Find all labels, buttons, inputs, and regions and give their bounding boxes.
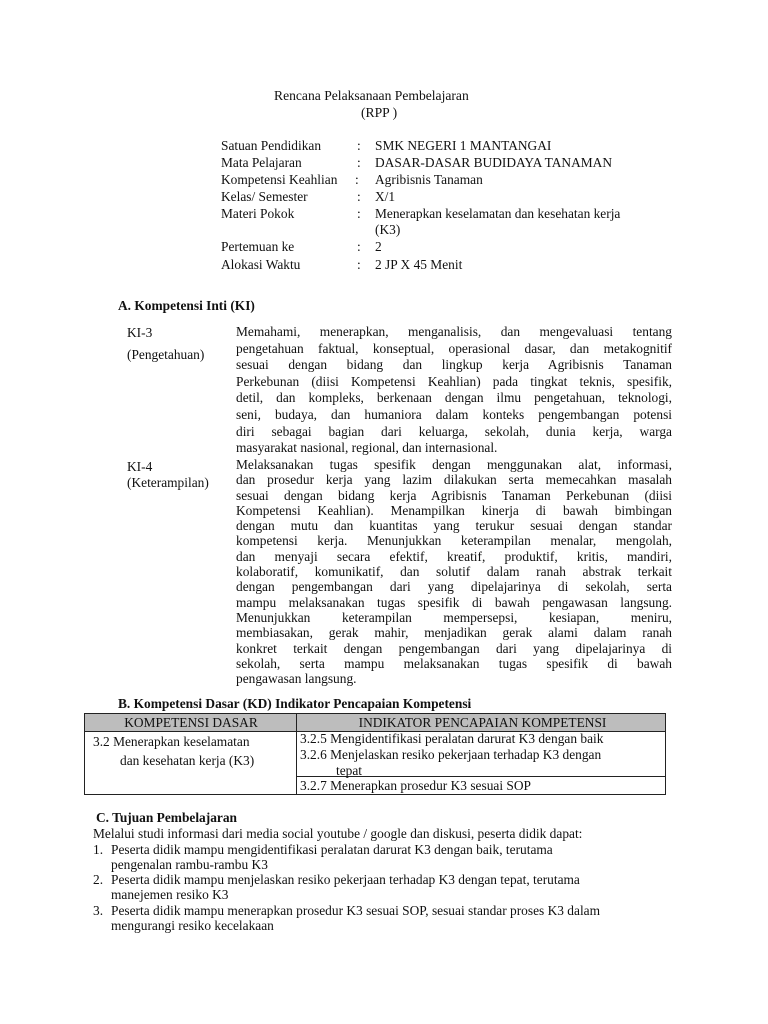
identity-colon: :: [357, 189, 361, 204]
indicator-code: 3.2.6: [300, 747, 327, 762]
identity-label: Pertemuan ke: [221, 239, 295, 254]
ki4-name: (Keterampilan): [127, 475, 209, 490]
objective-line: Peserta didik mampu menjelaskan resiko pekerjaan terhadap K3 dengan tepat, terutama: [111, 872, 580, 887]
identity-label: Materi Pokok: [221, 206, 295, 221]
identity-colon: :: [355, 172, 359, 187]
document-title: Rencana Pelaksanaan Pembelajaran: [274, 88, 469, 103]
identity-value-continued: (K3): [375, 222, 401, 237]
ki4-line: mampu melaksanakan tugas spesifik di bawah pengawasan langsung.: [236, 594, 672, 610]
column-header-indikator: INDIKATOR PENCAPAIAN KOMPETENSI: [358, 715, 607, 730]
indicator-text: Mengidentifikasi peralatan darurat K3 dengan baik: [330, 731, 604, 746]
ki4-line: dengan pengembangan dari yang dipelajarinya di sekolah, serta: [236, 579, 672, 595]
ki4-line: Menunjukkan keterampilan mempersepsi, kesiapan, meniru,: [236, 609, 672, 625]
document-subtitle: (RPP ): [361, 105, 398, 120]
indicator-text: Menjelaskan resiko pekerjaan terhadap K3 dengan: [330, 747, 602, 762]
ki3-line: diri sebagai bagian dari keluarga, sekolah, dunia kerja, warga: [236, 423, 672, 439]
ki4-description: [236, 457, 672, 686]
identity-value: X/1: [375, 189, 396, 204]
identity-label: Kelas/ Semester: [221, 189, 308, 204]
section-b-heading: B. Kompetensi Dasar (KD) Indikator Pencapaian Kompetensi: [118, 696, 472, 711]
identity-label: Satuan Pendidikan: [221, 138, 322, 153]
section-c-intro: Melalui studi informasi dari media social youtube / google dan diskusi, peserta didik dapat:: [93, 826, 583, 841]
objective-line: mengurangi resiko kecelakaan: [111, 918, 274, 933]
section-c-heading: C. Tujuan Pembelajaran: [96, 810, 237, 825]
indicator-text-continued: tepat: [336, 763, 363, 778]
ki3-line: seni, budaya, dan humaniora dalam konteks pengembangan potensi: [236, 406, 672, 422]
identity-value: 2 JP X 45 Menit: [375, 257, 463, 272]
ki4-line: Melaksanakan tugas spesifik dengan menggunakan alat, informasi,: [236, 457, 672, 472]
identity-value: 2: [375, 239, 382, 254]
kd-cell-line: dan kesehatan kerja (K3): [120, 753, 255, 768]
indicator-item: [300, 731, 603, 746]
ki4-code: KI-4: [127, 459, 153, 474]
table-divider: [296, 732, 297, 795]
ki3-line: pengetahuan faktual, konseptual, operasional dasar, dan metakognitif: [236, 340, 672, 356]
table-divider: [296, 713, 297, 732]
identity-colon: :: [357, 155, 361, 170]
objective-line: Peserta didik mampu mengidentifikasi peralatan darurat K3 dengan baik, terutama: [111, 842, 553, 857]
ki4-line: membiasakan, gerak mahir, menjadikan gerak alami dalam ranah: [236, 625, 672, 641]
identity-value: SMK NEGERI 1 MANTANGAI: [375, 138, 552, 153]
ki3-line: Memahami, menerapkan, menganalisis, dan mengevaluasi tentang: [236, 324, 672, 339]
identity-colon: :: [357, 138, 361, 153]
ki3-line: Perkebunan (diisi Kompetensi Keahlian) pada tingkat teknis, spesifik,: [236, 373, 672, 389]
column-header-kompetensi-dasar: KOMPETENSI DASAR: [124, 715, 258, 730]
identity-colon: :: [357, 239, 361, 254]
ki4-line: pengawasan langsung.: [236, 671, 357, 687]
ki3-description: [236, 324, 672, 457]
identity-label: Kompetensi Keahlian: [221, 172, 338, 187]
indicator-code: 3.2.7: [300, 778, 327, 793]
ki4-line: kompetensi kerja. Menunjukkan keterampilan menalar, mengolah,: [236, 533, 672, 549]
ki3-line: detil, dan kompleks, berkenaan dengan ilmu pengetahuan, teknologi,: [236, 390, 672, 406]
identity-label: Mata Pelajaran: [221, 155, 302, 170]
objective-line: pengenalan rambu-rambu K3: [111, 857, 268, 872]
indicator-item: [300, 778, 531, 793]
identity-colon: :: [357, 257, 361, 272]
indicator-code: 3.2.5: [300, 731, 327, 746]
table-header-row: [84, 713, 666, 732]
identity-value: Menerapkan keselamatan dan kesehatan kerja: [375, 206, 621, 221]
ki4-line: dan menyaji secara efektif, kreatif, produktif, kritis, mandiri,: [236, 548, 672, 564]
ki4-line: dan prosedur kerja yang lazim dilakukan serta memecahkan masalah: [236, 472, 672, 488]
ki4-line: kolaboratif, komunikatif, dan solutif dalam ranah abstrak terkait: [236, 564, 672, 580]
ki3-code: KI-3: [127, 325, 153, 340]
identity-colon: :: [357, 206, 361, 221]
section-a-heading: A. Kompetensi Inti (KI): [118, 298, 255, 313]
ki4-line: sesuai dengan bidang kerja Agribisnis Tanaman Perkebunan (diisi: [236, 487, 672, 503]
ki4-line: dengan mutu dan kuantitas yang terukur sesuai dengan standar: [236, 518, 672, 534]
indicator-item: [300, 747, 601, 762]
identity-value: Agribisnis Tanaman: [375, 172, 483, 187]
ki4-line: Kompetensi Keahlian). Menampilkan kinerja di bawah bimbingan: [236, 502, 672, 518]
kd-indicator-table: [84, 713, 666, 795]
identity-label: Alokasi Waktu: [221, 257, 301, 272]
ki3-line: sesuai dengan bidang dan lingkup kerja Agribisnis Tanaman: [236, 357, 672, 373]
kd-cell-line: 3.2 Menerapkan keselamatan: [93, 734, 250, 749]
ki4-line: sekolah, serta mampu melaksanakan tugas spesifik di bawah: [236, 655, 672, 671]
objective-number: 1.: [93, 842, 104, 857]
ki3-name: (Pengetahuan): [127, 347, 205, 362]
ki3-line: masyarakat nasional, regional, dan internasional.: [236, 440, 498, 456]
objective-line: Peserta didik mampu menerapkan prosedur K3 sesuai SOP, sesuai standar proses K3 dalam: [111, 903, 601, 918]
ki4-line: konkret terkait dengan pengembangan dari yang dipelajarinya di: [236, 640, 672, 656]
objective-line: manejemen resiko K3: [111, 887, 229, 902]
identity-value: DASAR-DASAR BUDIDAYA TANAMAN: [375, 155, 613, 170]
objective-number: 3.: [93, 903, 104, 918]
indicator-text: Menerapkan prosedur K3 sesuai SOP: [330, 778, 531, 793]
objective-number: 2.: [93, 872, 104, 887]
